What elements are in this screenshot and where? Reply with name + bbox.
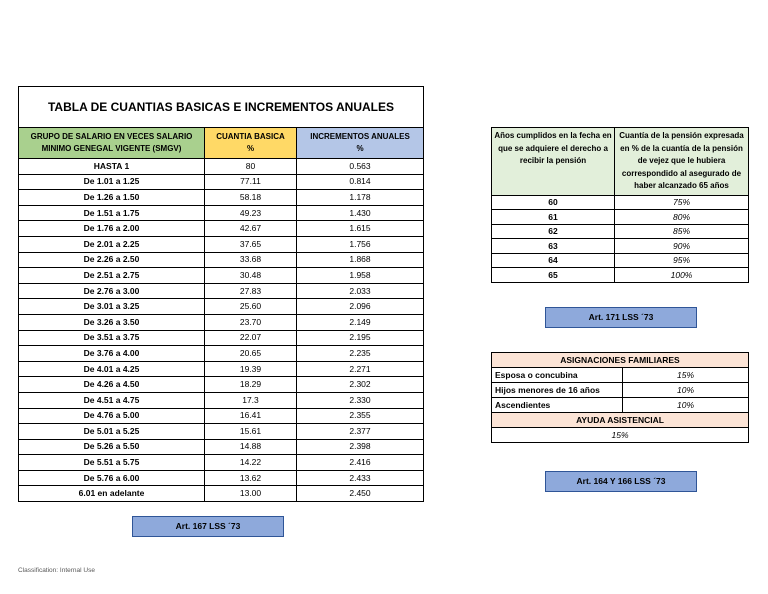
salary-group-cell: 6.01 en adelante [19, 486, 205, 502]
table-header-row [19, 128, 424, 159]
family-table-body [492, 353, 749, 443]
pension-header-age: Años cumplidos en la fecha en que se adquiere el derecho a recibir la pensión [492, 128, 615, 196]
annual-increment-cell: 2.096 [297, 299, 424, 315]
table-row [19, 486, 424, 502]
basic-amount-cell: 49.23 [205, 205, 297, 221]
salary-group-cell: De 2.26 a 2.50 [19, 252, 205, 268]
annual-increment-cell: 2.330 [297, 392, 424, 408]
basic-amount-cell: 14.22 [205, 455, 297, 471]
pension-header-percentage: Cuantía de la pensión expresada en % de la cuantía de la pensión de vejez que le hubiera correspondido al asegurado de haber alcanzado 65 años [615, 128, 749, 196]
allowance-label-cell: Hijos menores de 16 años [492, 383, 623, 398]
article-167-label: Art. 167 LSS ´73 [132, 516, 284, 537]
salary-group-cell: HASTA 1 [19, 159, 205, 175]
aid-header: AYUDA ASISTENCIAL [492, 413, 749, 428]
annual-increment-cell: 2.195 [297, 330, 424, 346]
header-annual-increments [297, 128, 424, 159]
salary-group-cell: De 3.26 a 3.50 [19, 314, 205, 330]
table-row [19, 314, 424, 330]
table-row [19, 252, 424, 268]
salary-group-cell: De 2.01 a 2.25 [19, 236, 205, 252]
table-row [19, 190, 424, 206]
basic-amount-cell: 30.48 [205, 268, 297, 284]
basic-amount-cell: 19.39 [205, 361, 297, 377]
annual-increment-cell: 2.377 [297, 424, 424, 440]
annual-increment-cell: 2.416 [297, 455, 424, 471]
table-row [19, 221, 424, 237]
table-row [19, 392, 424, 408]
basic-amount-cell: 37.65 [205, 236, 297, 252]
table-title: TABLA DE CUANTIAS BASICAS E INCREMENTOS ANUALES [19, 87, 424, 128]
age-cell: 60 [492, 195, 615, 210]
pension-row [492, 224, 749, 239]
basic-amount-cell: 14.88 [205, 439, 297, 455]
pension-percentage-cell: 80% [615, 210, 749, 225]
annual-increment-cell: 2.450 [297, 486, 424, 502]
table-row [19, 299, 424, 315]
table-row [19, 439, 424, 455]
annual-increment-cell: 2.149 [297, 314, 424, 330]
salary-group-cell: De 3.76 a 4.00 [19, 346, 205, 362]
table-row [19, 236, 424, 252]
annual-increment-cell: 1.756 [297, 236, 424, 252]
salary-group-cell: De 4.51 a 4.75 [19, 392, 205, 408]
header-basic-amount [205, 128, 297, 159]
basic-amount-cell: 23.70 [205, 314, 297, 330]
table-row [19, 408, 424, 424]
salary-group-cell: De 5.51 a 5.75 [19, 455, 205, 471]
basic-amount-cell: 33.68 [205, 252, 297, 268]
annual-increment-cell: 2.271 [297, 361, 424, 377]
family-header-row [492, 353, 749, 368]
header-basic-label: CUANTIA BASICA [216, 132, 285, 141]
table-row [19, 455, 424, 471]
annual-increment-cell: 1.178 [297, 190, 424, 206]
cuantias-basicas-table [18, 86, 424, 502]
basic-amount-cell: 20.65 [205, 346, 297, 362]
salary-group-cell: De 3.51 a 3.75 [19, 330, 205, 346]
salary-group-cell: De 5.76 a 6.00 [19, 470, 205, 486]
aid-header-row [492, 413, 749, 428]
salary-group-cell: De 1.26 a 1.50 [19, 190, 205, 206]
annual-increment-cell: 2.033 [297, 283, 424, 299]
pension-percentage-cell: 100% [615, 268, 749, 283]
salary-group-cell: De 5.01 a 5.25 [19, 424, 205, 440]
annual-increment-cell: 1.868 [297, 252, 424, 268]
classification-label: Classification: Internal Use [18, 567, 95, 574]
pension-row [492, 253, 749, 268]
age-cell: 62 [492, 224, 615, 239]
basic-amount-cell: 42.67 [205, 221, 297, 237]
pension-table-body [492, 128, 749, 283]
cuantias-table-body [19, 87, 424, 502]
table-row [19, 330, 424, 346]
annual-increment-cell: 0.814 [297, 174, 424, 190]
article-164-166-label: Art. 164 Y 166 LSS ´73 [545, 471, 697, 492]
allowance-value-cell: 10% [623, 383, 749, 398]
header-increments-label: INCREMENTOS ANUALES [310, 132, 410, 141]
annual-increment-cell: 1.615 [297, 221, 424, 237]
table-row [19, 346, 424, 362]
age-cell: 65 [492, 268, 615, 283]
annual-increment-cell: 1.958 [297, 268, 424, 284]
family-row [492, 398, 749, 413]
header-increments-unit: % [356, 144, 364, 153]
annual-increment-cell: 2.355 [297, 408, 424, 424]
table-row [19, 470, 424, 486]
salary-group-cell: De 3.01 a 3.25 [19, 299, 205, 315]
salary-group-cell: De 1.76 a 2.00 [19, 221, 205, 237]
salary-group-cell: De 1.51 a 1.75 [19, 205, 205, 221]
annual-increment-cell: 2.302 [297, 377, 424, 393]
family-row [492, 383, 749, 398]
header-salary-group: GRUPO DE SALARIO EN VECES SALARIO MINIMO GENEGAL VIGENTE (SMGV) [19, 128, 205, 159]
allowance-label-cell: Ascendientes [492, 398, 623, 413]
basic-amount-cell: 17.3 [205, 392, 297, 408]
salary-group-cell: De 5.26 a 5.50 [19, 439, 205, 455]
table-row [19, 361, 424, 377]
family-row [492, 368, 749, 383]
salary-group-cell: De 2.76 a 3.00 [19, 283, 205, 299]
annual-increment-cell: 2.398 [297, 439, 424, 455]
salary-group-cell: De 4.26 a 4.50 [19, 377, 205, 393]
allowance-label-cell: Esposa o concubina [492, 368, 623, 383]
pension-row [492, 239, 749, 254]
salary-group-cell: De 1.01 a 1.25 [19, 174, 205, 190]
pension-percentage-cell: 95% [615, 253, 749, 268]
table-row [19, 283, 424, 299]
basic-amount-cell: 80 [205, 159, 297, 175]
annual-increment-cell: 2.235 [297, 346, 424, 362]
aid-value-row [492, 428, 749, 443]
basic-amount-cell: 25.60 [205, 299, 297, 315]
table-title-row [19, 87, 424, 128]
allowance-value-cell: 10% [623, 398, 749, 413]
annual-increment-cell: 1.430 [297, 205, 424, 221]
age-cell: 63 [492, 239, 615, 254]
salary-group-cell: De 4.01 a 4.25 [19, 361, 205, 377]
basic-amount-cell: 16.41 [205, 408, 297, 424]
table-row [19, 377, 424, 393]
basic-amount-cell: 13.62 [205, 470, 297, 486]
age-cell: 64 [492, 253, 615, 268]
basic-amount-cell: 58.18 [205, 190, 297, 206]
table-row [19, 159, 424, 175]
family-allowances-table [491, 352, 749, 443]
basic-amount-cell: 22.07 [205, 330, 297, 346]
article-171-label: Art. 171 LSS ´73 [545, 307, 697, 328]
basic-amount-cell: 27.83 [205, 283, 297, 299]
allowance-value-cell: 15% [623, 368, 749, 383]
header-basic-unit: % [246, 144, 255, 153]
basic-amount-cell: 13.00 [205, 486, 297, 502]
table-row [19, 268, 424, 284]
basic-amount-cell: 77.11 [205, 174, 297, 190]
pension-header-row [492, 128, 749, 196]
pension-row [492, 210, 749, 225]
annual-increment-cell: 2.433 [297, 470, 424, 486]
basic-amount-cell: 18.29 [205, 377, 297, 393]
pension-percentage-cell: 85% [615, 224, 749, 239]
annual-increment-cell: 0.563 [297, 159, 424, 175]
pension-row [492, 268, 749, 283]
pension-percentage-cell: 75% [615, 195, 749, 210]
family-header: ASIGNACIONES FAMILIARES [492, 353, 749, 368]
table-row [19, 174, 424, 190]
age-cell: 61 [492, 210, 615, 225]
pension-row [492, 195, 749, 210]
basic-amount-cell: 15.61 [205, 424, 297, 440]
table-row [19, 424, 424, 440]
salary-group-cell: De 2.51 a 2.75 [19, 268, 205, 284]
salary-group-cell: De 4.76 a 5.00 [19, 408, 205, 424]
table-row [19, 205, 424, 221]
aid-value: 15% [492, 428, 749, 443]
pension-percentage-cell: 90% [615, 239, 749, 254]
pension-percentage-table [491, 127, 749, 283]
